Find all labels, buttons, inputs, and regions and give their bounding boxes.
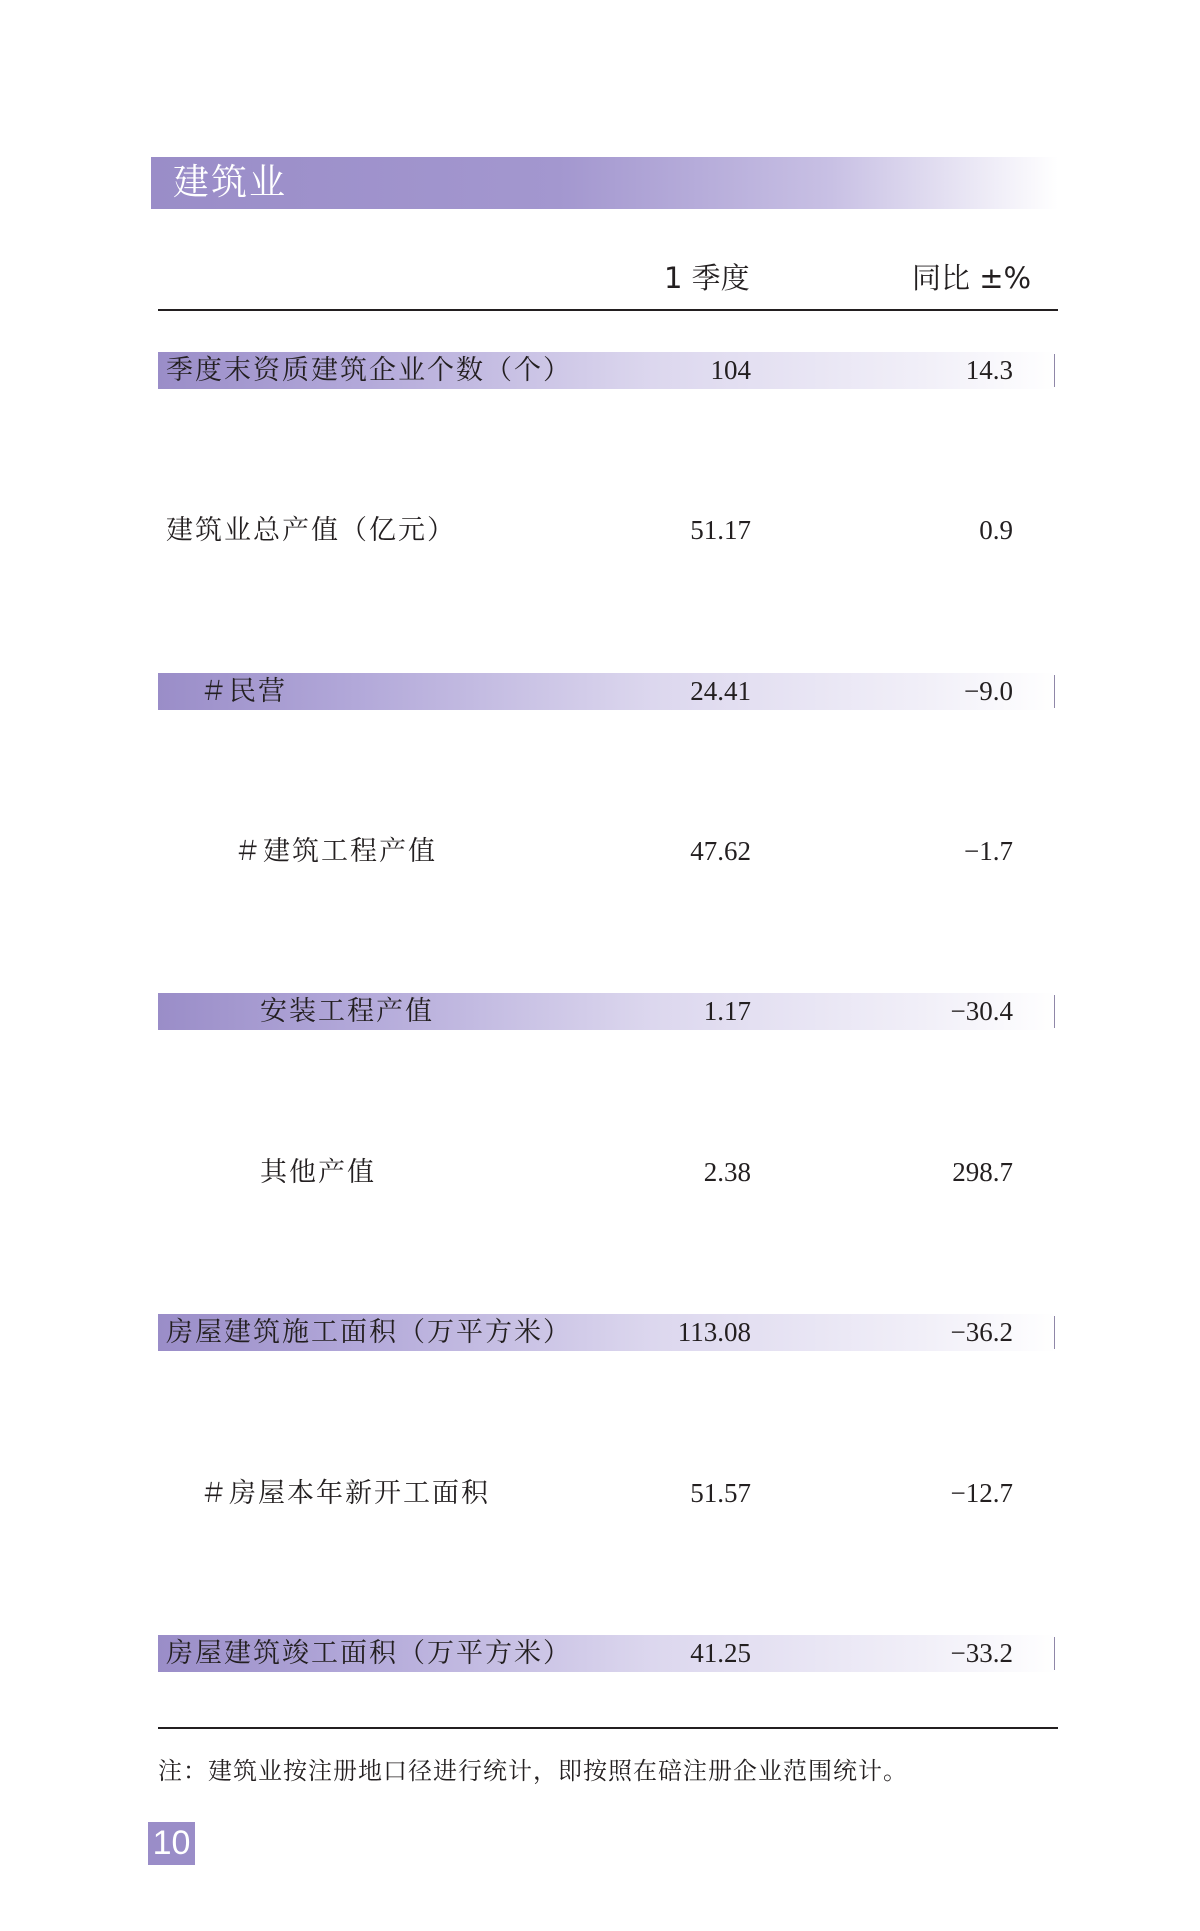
table-row bbox=[158, 673, 1058, 710]
row-value-yoy: 0.9 bbox=[979, 515, 1013, 545]
section-title: 建筑业 bbox=[173, 162, 288, 203]
row-value-q1: 113.08 bbox=[677, 1317, 751, 1347]
row-value-yoy: −1.7 bbox=[964, 836, 1013, 866]
row-end-tick bbox=[1054, 675, 1055, 708]
table-row bbox=[158, 1635, 1058, 1672]
table-row bbox=[158, 1475, 1058, 1512]
table-row bbox=[158, 1314, 1058, 1351]
row-end-tick bbox=[1054, 354, 1055, 387]
row-value-q1: 1.17 bbox=[703, 996, 751, 1026]
row-label: ＃建筑工程产值 bbox=[234, 836, 437, 867]
row-value-q1: 41.25 bbox=[690, 1638, 751, 1668]
row-value-yoy: −30.4 bbox=[950, 996, 1013, 1026]
row-value-q1: 2.38 bbox=[703, 1157, 751, 1187]
row-end-tick bbox=[1054, 1637, 1055, 1670]
row-value-yoy: −36.2 bbox=[950, 1317, 1013, 1347]
row-end-tick bbox=[1054, 995, 1055, 1028]
row-value-yoy: −9.0 bbox=[964, 676, 1013, 706]
row-value-yoy: 298.7 bbox=[952, 1157, 1013, 1187]
row-label: 季度末资质建筑企业个数（个） bbox=[166, 355, 572, 386]
column-header-yoy: 同比 ±% bbox=[912, 261, 1032, 295]
section-banner bbox=[151, 157, 1058, 209]
row-label: 建筑业总产值（亿元） bbox=[166, 515, 456, 546]
table-row bbox=[158, 512, 1058, 549]
row-value-yoy: −33.2 bbox=[950, 1638, 1013, 1668]
row-value-yoy: 14.3 bbox=[965, 355, 1013, 385]
row-value-q1: 51.17 bbox=[690, 515, 751, 545]
table-row bbox=[158, 1154, 1058, 1191]
table-row bbox=[158, 833, 1058, 870]
row-label: 其他产值 bbox=[260, 1157, 376, 1188]
table-top-rule bbox=[158, 309, 1058, 311]
row-value-q1: 47.62 bbox=[690, 836, 751, 866]
row-value-q1: 51.57 bbox=[690, 1478, 751, 1508]
row-value-q1: 24.41 bbox=[690, 676, 751, 706]
row-label: ＃房屋本年新开工面积 bbox=[200, 1478, 490, 1509]
table-row bbox=[158, 352, 1058, 389]
row-label: ＃民营 bbox=[200, 676, 287, 707]
row-label: 安装工程产值 bbox=[260, 996, 434, 1027]
row-end-tick bbox=[1054, 1316, 1055, 1349]
page-number: 10 bbox=[148, 1822, 195, 1865]
table-row bbox=[158, 993, 1058, 1030]
row-label: 房屋建筑竣工面积（万平方米） bbox=[166, 1638, 572, 1669]
row-value-q1: 104 bbox=[710, 355, 751, 385]
row-label: 房屋建筑施工面积（万平方米） bbox=[166, 1317, 572, 1348]
table-bottom-rule bbox=[158, 1727, 1058, 1729]
column-header-q1: 1 季度 bbox=[664, 261, 750, 295]
row-value-yoy: −12.7 bbox=[950, 1478, 1013, 1508]
footnote: 注：建筑业按注册地口径进行统计，即按照在碚注册企业范围统计。 bbox=[158, 1757, 908, 1785]
